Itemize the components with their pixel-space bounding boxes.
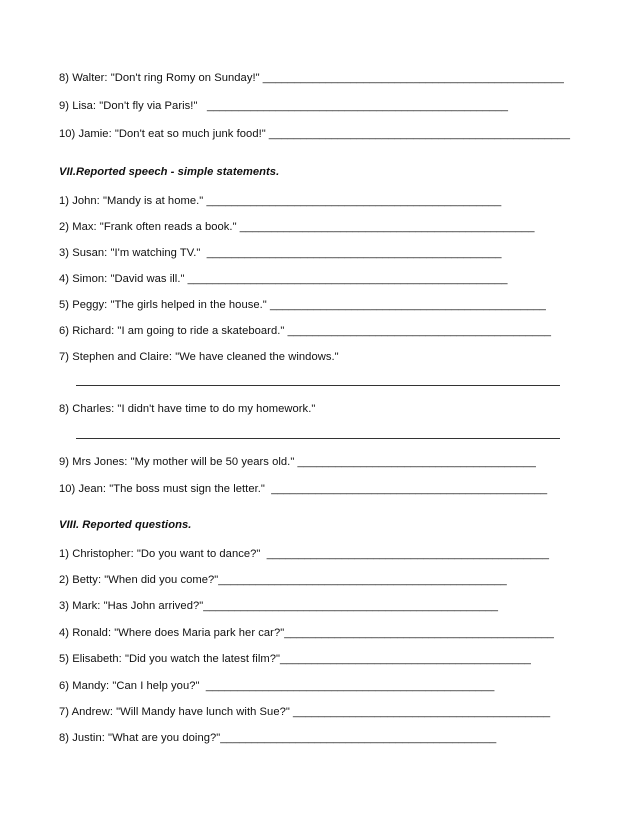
exercise-item: 9) Mrs Jones: "My mother will be 50 years old." ______________________________________ [59, 456, 536, 468]
exercise-item: 6) Mandy: "Can I help you?" ______________________________________________ [59, 680, 495, 692]
exercise-item: 5) Elisabeth: "Did you watch the latest film?"________________________________________ [59, 653, 531, 665]
answer-line[interactable] [76, 384, 560, 386]
exercise-item: 1) Christopher: "Do you want to dance?" _____________________________________________ [59, 548, 549, 560]
exercise-item: 9) Lisa: "Don't fly via Paris!" ________________________________________________ [59, 100, 508, 112]
exercise-item: 4) Simon: "David was ill." ___________________________________________________ [59, 273, 508, 285]
exercise-item: 7) Andrew: "Will Mandy have lunch with Sue?" _________________________________________ [59, 706, 551, 718]
exercise-item: 8) Justin: "What are you doing?"____________________________________________ [59, 732, 497, 744]
section-heading: VIII. Reported questions. [59, 519, 192, 531]
exercise-item: 3) Mark: "Has John arrived?"_______________________________________________ [59, 600, 499, 612]
section-heading: VII.Reported speech - simple statements. [59, 166, 280, 178]
exercise-item: 2) Max: "Frank often reads a book." _______________________________________________ [59, 221, 535, 233]
exercise-item: 5) Peggy: "The girls helped in the house." ____________________________________________ [59, 299, 546, 311]
exercise-item: 10) Jamie: "Don't eat so much junk food!" ________________________________________________ [59, 128, 570, 140]
exercise-item: 4) Ronald: "Where does Maria park her car?"___________________________________________ [59, 627, 554, 639]
answer-line[interactable] [76, 437, 560, 439]
exercise-item: 8) Walter: "Don't ring Romy on Sunday!" ________________________________________________ [59, 72, 564, 84]
exercise-item: 7) Stephen and Claire: "We have cleaned the windows." [59, 351, 339, 363]
exercise-item: 1) John: "Mandy is at home." _______________________________________________ [59, 195, 502, 207]
exercise-item: 2) Betty: "When did you come?"______________________________________________ [59, 574, 507, 586]
exercise-item: 3) Susan: "I'm watching TV." _______________________________________________ [59, 247, 502, 259]
exercise-item: 6) Richard: "I am going to ride a skateboard." __________________________________________ [59, 325, 551, 337]
exercise-item: 10) Jean: "The boss must sign the letter." ____________________________________________ [59, 483, 548, 495]
exercise-item: 8) Charles: "I didn't have time to do my homework." [59, 403, 316, 415]
